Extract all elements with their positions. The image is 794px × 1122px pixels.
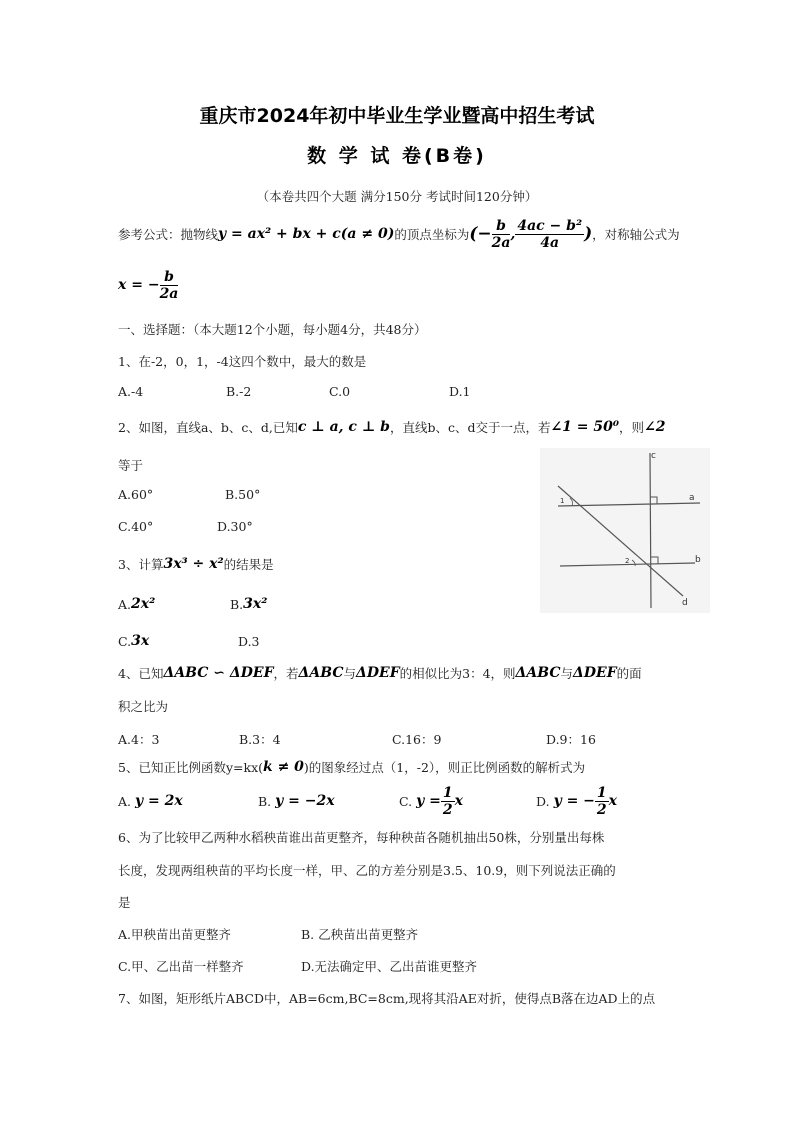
vertex-y-num: 4ac − b² [517, 217, 583, 234]
q5-option-d [536, 783, 617, 819]
q5-option-a-label: A. [118, 793, 132, 809]
q3-stem [118, 555, 274, 573]
q1-option-a: A.-4 [118, 384, 144, 399]
vertex-x-fraction [492, 218, 511, 251]
q4-text-2: ，若 [273, 666, 299, 681]
figure-background [540, 448, 710, 613]
q4-def-2: ΔDEF [573, 665, 617, 681]
q2-option-d: D.30° [217, 519, 253, 534]
q3-text-2: 的结果是 [223, 557, 274, 572]
q3-option-a-label: A. [118, 596, 132, 612]
q2-text-1: 2、如图，直线a、b、c、d,已知 [118, 420, 298, 435]
exam-info: （本卷共四个大题 满分150分 考试时间120分钟） [256, 189, 538, 204]
q4-stem-line2: 积之比为 [118, 699, 169, 714]
parabola-expression: y = ax² + bx + c(a ≠ 0) [218, 226, 395, 242]
q4-similar: ΔABC ∽ ΔDEF [163, 665, 274, 681]
q5-text-1: 5、已知正比例函数y=kx( [118, 760, 263, 775]
q2-text-2: ，直线b、c、d交于一点，若 [389, 420, 551, 435]
q3-option-d: D.3 [238, 634, 260, 649]
q2-angle2: ∠2 [644, 419, 666, 435]
label-c: c [651, 451, 656, 461]
label-d: d [682, 598, 688, 608]
q5-option-d-x: x [608, 793, 618, 809]
q2-text-3: ，则 [619, 420, 645, 435]
q5-option-c-label: C. [399, 793, 413, 809]
q5-option-d-label: D. [536, 793, 550, 809]
vertex-close: ) [584, 224, 593, 244]
q4-option-c: C.16：9 [392, 732, 442, 747]
q3-option-a-value: 2x² [131, 596, 156, 612]
label-b: b [695, 555, 701, 565]
q4-text-1: 4、已知 [118, 666, 164, 681]
q6-line2: 长度，发现两组秧苗的平均长度一样，甲、乙的方差分别是3.5、10.9，则下列说法正确的 [118, 863, 616, 878]
q5-option-a-value: y = 2x [135, 793, 183, 809]
q2-angle1: ∠1 = 50⁰ [550, 419, 620, 435]
label-angle-1: 1 [560, 497, 565, 505]
vertex-open: (− [469, 224, 492, 244]
vertex-text: 的顶点坐标为 [394, 227, 470, 242]
axis-formula [118, 263, 178, 307]
formula-lead: 参考公式：抛物线 [118, 227, 219, 242]
q3-option-c [118, 633, 149, 649]
axis-num: b [160, 269, 179, 286]
q5-option-c-x: x [454, 793, 463, 809]
q4-def: ΔDEF [356, 665, 400, 681]
q5-option-a [118, 793, 183, 809]
q3-option-b-value: 3x² [243, 596, 268, 612]
q5-option-c-lhs: y = [416, 793, 441, 809]
axis-text: ，对称轴公式为 [592, 227, 680, 242]
formula-line [118, 212, 680, 256]
q1-stem: 1、在-2，0，1，-4这四个数中，最大的数是 [118, 354, 367, 369]
q5-condition: k ≠ 0 [263, 759, 304, 775]
q1-option-b: B.-2 [226, 384, 252, 399]
exam-subtitle: 数 学 试 卷(B卷) [307, 145, 487, 167]
q1-option-c: C.0 [329, 384, 351, 399]
vertex-y-den: 4a [540, 234, 560, 251]
axis-fraction [160, 269, 179, 302]
label-angle-2: 2 [625, 557, 630, 565]
q4-option-b: B.3：4 [239, 732, 281, 747]
q5-option-c [399, 783, 463, 819]
q2-stem [118, 418, 666, 436]
q1-option-d: D.1 [449, 384, 471, 399]
axis-lhs: x = − [118, 277, 160, 293]
q4-option-a: A.4：3 [118, 732, 160, 747]
q5-stem [118, 758, 585, 776]
q6-option-c: C.甲、乙出苗一样整齐 [118, 959, 244, 974]
vertex-x-den: 2a [491, 234, 511, 251]
q4-text-4: 的相似比为3：4，则 [399, 666, 516, 681]
q2-figure [540, 448, 710, 613]
q2-option-a: A.60° [118, 487, 154, 502]
section-heading: 一、选择题：（本大题12个小题，每小题4分，共48分） [118, 322, 427, 337]
q6-line3: 是 [118, 895, 131, 910]
q4-stem [118, 664, 642, 682]
exam-title: 重庆市2024年初中毕业生学业暨高中招生考试 [199, 105, 595, 127]
q3-text-1: 3、计算 [118, 557, 164, 572]
q5-text-2: )的图象经过点（1，-2），则正比例函数的解析式为 [303, 760, 586, 775]
q5-option-c-den: 2 [442, 801, 453, 818]
label-a: a [689, 493, 695, 503]
q4-option-d: D.9：16 [546, 732, 596, 747]
q3-expression: 3x³ ÷ x² [163, 556, 224, 572]
q5-option-d-den: 2 [596, 801, 607, 818]
vertex-y-fraction [515, 218, 584, 251]
q6-line1: 6、为了比较甲乙两种水稻秧苗谁出苗更整齐，每种秧苗各随机抽出50株，分别量出每株 [118, 830, 605, 845]
q3-option-a [118, 596, 155, 612]
q2-condition: c ⊥ a, c ⊥ b [297, 419, 390, 435]
vertex-x-num: b [492, 218, 511, 235]
q5-option-c-fraction [441, 785, 455, 818]
q5-option-c-num: 1 [442, 784, 453, 801]
q3-option-b-label: B. [230, 596, 244, 612]
q7-line1: 7、如图，矩形纸片ABCD中，AB=6cm,BC=8cm,现将其沿AE对折，使得点B落在边AD上的点 [118, 991, 656, 1006]
q3-option-c-label: C. [118, 633, 132, 649]
q5-option-d-lhs: y = − [553, 793, 595, 809]
q5-option-b [258, 793, 335, 809]
vertex-comma: , [510, 226, 516, 242]
q6-option-b: B. 乙秧苗出苗更整齐 [301, 927, 419, 942]
q6-option-a: A.甲秧苗出苗更整齐 [118, 927, 232, 942]
q5-option-b-label: B. [258, 793, 272, 809]
q4-text-5: 与 [560, 666, 574, 681]
axis-den: 2a [159, 285, 179, 302]
q5-option-d-num: 1 [596, 784, 607, 801]
q2-option-c: C.40° [118, 519, 154, 534]
q6-option-d: D.无法确定甲、乙出苗谁更整齐 [301, 959, 478, 974]
q3-option-b [230, 596, 267, 612]
q5-option-d-fraction [595, 785, 609, 818]
q2-option-b: B.50° [225, 487, 261, 502]
q4-abc: ΔABC [298, 665, 344, 681]
q4-text-3: 与 [343, 666, 357, 681]
q4-text-6: 的面 [616, 666, 642, 681]
q3-option-c-value: 3x [131, 633, 150, 649]
q5-option-b-value: y = −2x [275, 793, 335, 809]
q2-stem-line2: 等于 [118, 458, 144, 473]
q4-abc-2: ΔABC [515, 665, 561, 681]
